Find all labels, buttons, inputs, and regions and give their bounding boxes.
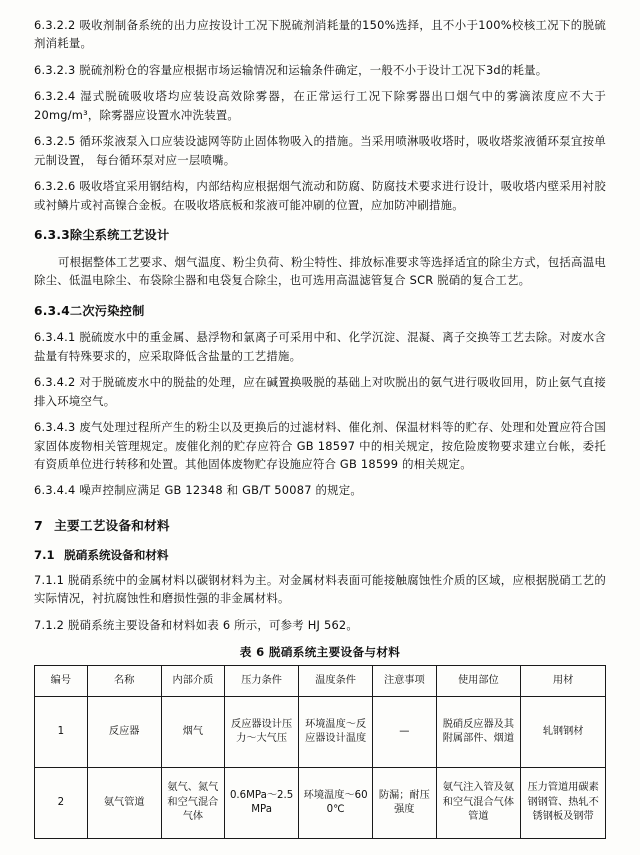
table-header-no: 编号 xyxy=(35,666,88,697)
paragraph-6-3-4-1: 6.3.4.1 脱硫废水中的重金属、悬浮物和氯离子可采用中和、化学沉淀、混凝、离子交换等工艺去除。对废水含盐量有特殊要求的，应采取降低含盐量的工艺措施。 xyxy=(34,330,606,363)
paragraph-7-1-1: 7.1.1 脱硝系统中的金属材料以碳钢材料为主。对金属材料表面可能接触腐蚀性介质的区域，应根据脱硝工艺的实际情况，衬抗腐蚀性和磨损性强的非金属材料。 xyxy=(34,572,606,606)
table-header-temperature: 温度条件 xyxy=(299,666,373,697)
table-cell-medium: 烟气 xyxy=(161,697,224,768)
table-cell-no: 1 xyxy=(35,697,88,768)
table-cell-medium: 氨气、氮气和空气混合气体 xyxy=(161,768,224,839)
table-header-name: 名称 xyxy=(87,666,161,697)
paragraph-6-3-2-3: 6.3.2.3 脱硫剂粉仓的容量应根据市场运输情况和运输条件确定，一般不小于设计工况下3d的耗量。 xyxy=(34,62,548,77)
paragraph-7-1-2: 7.1.2 脱硝系统主要设备和材料如表 6 所示，可参考 HJ 562。 xyxy=(34,617,359,632)
paragraph-6-3-2-4: 6.3.2.4 湿式脱硫吸收塔均应装设高效除雾器，在正常运行工况下除雾器出口烟气中的雾滴浓度应不大于20mg/m³，除雾器应设置水冲洗装置。 xyxy=(34,89,606,122)
paragraph-6-3-2-2: 6.3.2.2 吸收剂制备系统的出力应按设计工况下脱硫剂消耗量的150%选择，且不小于100%校核工况下的脱硫剂消耗量。 xyxy=(34,18,606,51)
table-cell-temperature: 环境温度～反应器设计温度 xyxy=(299,697,373,768)
table-cell-material: 轧钢钢材 xyxy=(521,697,606,768)
paragraph-6-3-2-6: 6.3.2.6 吸收塔宜采用钢结构，内部结构应根据烟气流动和防腐、防腐技术要求进行设计，吸收塔内壁采用衬胶或衬鳞片或衬高镍合金板。在吸收塔底板和浆液可能冲刷的位置，应加防冲刷措施。 xyxy=(34,179,606,212)
table-cell-position: 脱硝反应器及其附属部件、烟道 xyxy=(436,697,521,768)
heading-6-3-3 xyxy=(34,226,606,246)
table-header-position: 使用部位 xyxy=(436,666,521,697)
table-cell-name: 反应器 xyxy=(87,697,161,768)
heading-7-label: 主要工艺设备和材料 xyxy=(54,517,170,533)
heading-6-3-3-number: 6.3.3 xyxy=(34,228,70,243)
heading-7-1-number: 7.1 xyxy=(34,548,55,563)
table-caption: 表 6 脱硝系统主要设备与材料 xyxy=(239,645,401,660)
heading-7-1-label: 脱硝系统设备和材料 xyxy=(64,548,169,563)
table-row xyxy=(35,697,606,768)
table-cell-temperature: 环境温度～600℃ xyxy=(299,768,373,839)
table-cell-pressure: 反应器设计压力～大气压 xyxy=(225,697,299,768)
table-cell-material: 压力管道用碳素钢钢管、热轧不锈钢板及钢带 xyxy=(521,768,606,839)
paragraph-6-3-4-4: 6.3.4.4 噪声控制应满足 GB 12348 和 GB/T 50087 的规定。 xyxy=(34,483,363,498)
heading-6-3-4 xyxy=(34,302,606,322)
table-row xyxy=(35,768,606,839)
paragraph-6-3-4-3: 6.3.4.3 废气处理过程所产生的粉尘以及更换后的过滤材料、催化剂、保温材料等的贮存、处理和处置应符合国家固体废物相关管理规定。废催化剂的贮存应符合 GB 18597 中的相关规定，按危险废物要求建立台帐，委托有资质单位进行转移和处置。其他固体废物贮存设施应符合 GB 18599 的相关规定。 xyxy=(34,420,606,471)
table-header-notes: 注意事项 xyxy=(373,666,436,697)
paragraph-6-3-3-body: 可根据整体工艺要求、烟气温度、粉尘负荷、粉尘特性、排放标准要求等选择适宜的除尘方式，包括高温电除尘、低温电除尘、布袋除尘器和电袋复合除尘，也可选用高温滤管复合 SCR 脱硝的复合工艺。 xyxy=(34,254,606,288)
heading-6-3-4-number: 6.3.4 xyxy=(34,303,70,318)
table-cell-position: 氨气注入管及氨和空气混合气体管道 xyxy=(436,768,521,839)
table-cell-name: 氨气管道 xyxy=(87,768,161,839)
table-header-material: 用材 xyxy=(521,666,606,697)
table-cell-notes: — xyxy=(373,697,436,768)
table-header-medium: 内部介质 xyxy=(161,666,224,697)
spec-table xyxy=(34,665,606,839)
heading-7-1 xyxy=(34,546,606,565)
table-header-pressure: 压力条件 xyxy=(225,666,299,697)
paragraph-6-3-4-2: 6.3.4.2 对于脱硫废水中的脱盐的处理，应在碱置换吸脱的基础上对吹脱出的氨气进行吸收回用，防止氨气直接排入环境空气。 xyxy=(34,375,606,408)
table-cell-notes: 防漏；耐压强度 xyxy=(373,768,436,839)
table-cell-no: 2 xyxy=(35,768,88,839)
paragraph-6-3-2-5: 6.3.2.5 循环浆液泵入口应装设滤网等防止固体物吸入的措施。当采用喷淋吸收塔时，吸收塔浆液循环泵宜按单元制设置， 每台循环泵对应一层喷嘴。 xyxy=(34,134,606,167)
heading-7-number: 7 xyxy=(34,517,44,533)
heading-6-3-4-label: 二次污染控制 xyxy=(69,303,145,318)
table-cell-pressure: 0.6MPa～2.5MPa xyxy=(225,768,299,839)
heading-7 xyxy=(34,516,606,536)
heading-6-3-3-label: 除尘系统工艺设计 xyxy=(69,228,170,243)
table-header-row xyxy=(35,666,606,697)
